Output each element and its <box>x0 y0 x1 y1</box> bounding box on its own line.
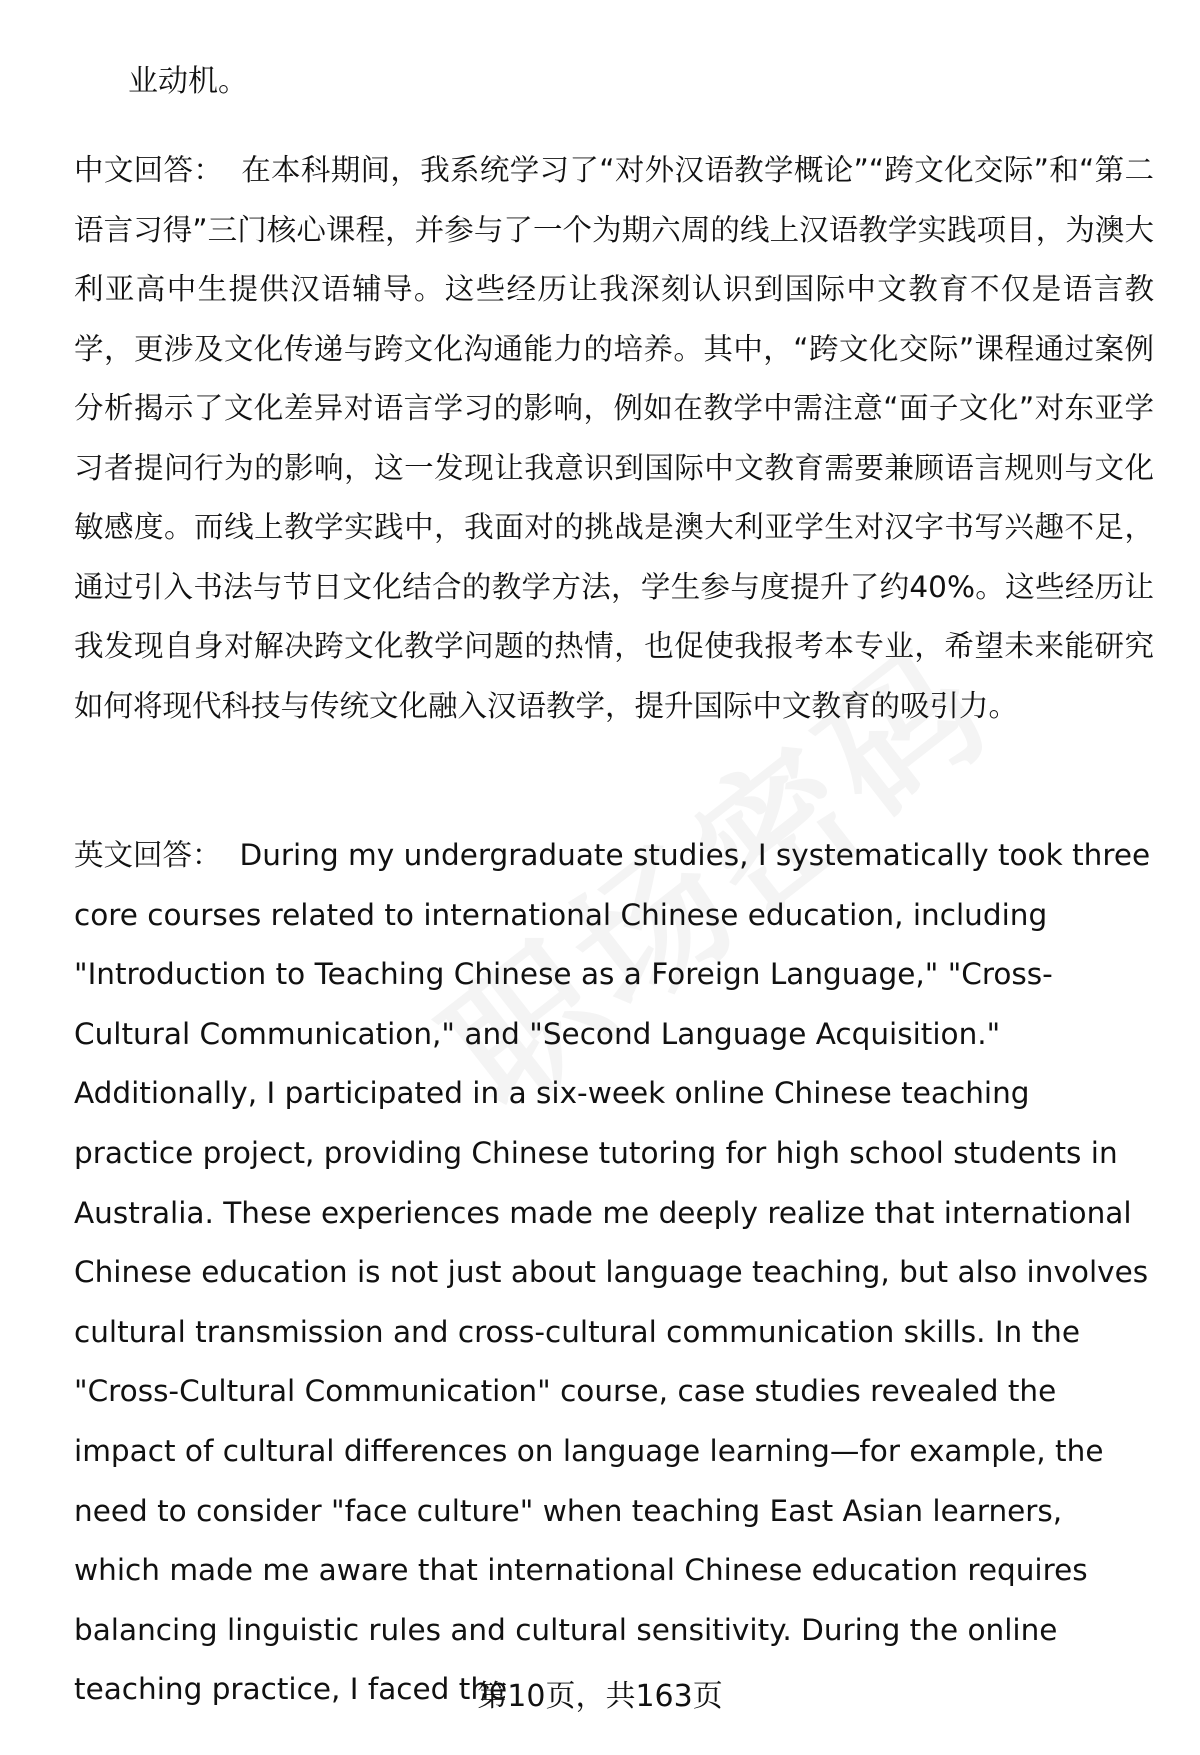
chinese-answer-paragraph <box>74 141 1154 736</box>
page-number-indicator: 第10页，共163页 <box>477 1679 723 1714</box>
english-answer-label: 英文回答： <box>74 838 222 872</box>
chinese-answer-label: 中文回答： <box>74 153 224 187</box>
english-answer-text: During my undergraduate studies, I systematically took three core courses related to international Chinese education, including "Introduction to Teaching Chinese as a Foreign Language," "Cross-Cultural Communication," and "Second Language Acquisition." Additionally, I participated in a six-week online Chinese teaching practice project, providing Chinese tutoring for high school students in Australia. These experiences made me deeply realize that international Chinese education is not just about language teaching, but also involves cultural transmission and cross-cultural communication skills. In the "Cross-Cultural Communication" course, case studies revealed the impact of cultural differences on language learning—for example, the need to consider "face culture" when teaching East Asian learners, which made me aware that international Chinese education requires balancing linguistic rules and cultural sensitivity. During the online teaching practice, I faced the <box>74 838 1151 1707</box>
english-answer-paragraph <box>74 826 1154 1720</box>
chinese-answer-text: 在本科期间，我系统学习了“对外汉语教学概论”“跨文化交际”和“第二语言习得”三门核心课程，并参与了一个为期六周的线上汉语教学实践项目，为澳大利亚高中生提供汉语辅导。这些经历让我深刻认识到国际中文教育不仅是语言教学，更涉及文化传递与跨文化沟通能力的培养。其中，“跨文化交际”课程通过案例分析揭示了文化差异对语言学习的影响，例如在教学中需注意“面子文化”对东亚学习者提问行为的影响，这一发现让我意识到国际中文教育需要兼顾语言规则与文化敏感度。而线上教学实践中，我面对的挑战是澳大利亚学生对汉字书写兴趣不足，通过引入书法与节日文化结合的教学方法，学生参与度提升了约40%。这些经历让我发现自身对解决跨文化教学问题的热情，也促使我报考本专业，希望未来能研究如何将现代科技与传统文化融入汉语教学，提升国际中文教育的吸引力。 <box>74 153 1154 723</box>
page-footer <box>0 1672 1200 1722</box>
continued-paragraph-end: 业动机。 <box>128 64 248 99</box>
